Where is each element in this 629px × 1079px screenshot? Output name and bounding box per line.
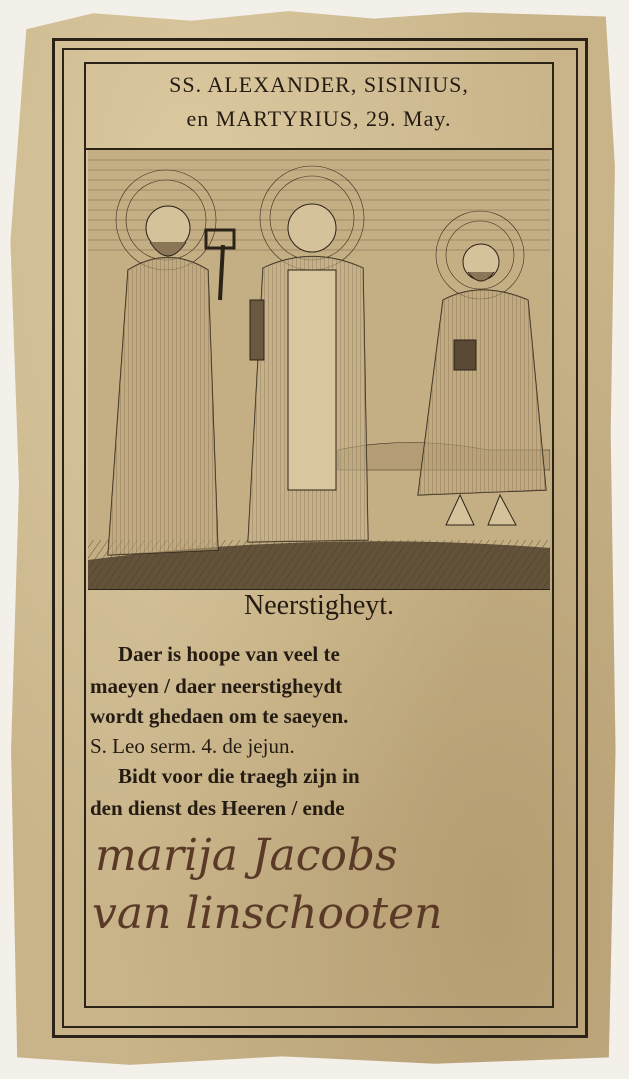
handwritten-name-line-2: van linschooten xyxy=(92,888,443,939)
handwritten-name-line-1: marija Jacobs xyxy=(95,830,398,881)
section-heading: Neerstigheyt. xyxy=(243,590,395,621)
title-line-1: SS. ALEXANDER, SISINIUS, xyxy=(169,72,469,97)
body-line-6: den dienst des Heeren / ende xyxy=(90,796,345,820)
title-banner xyxy=(86,64,552,150)
title-line-2: en MARTYRIUS, 29. May. xyxy=(186,106,452,131)
body-line-2: maeyen / daer neerstigheydt xyxy=(90,674,343,698)
body-line-5: Bidt voor die traegh zijn in xyxy=(118,764,360,788)
saints-engraving xyxy=(88,150,550,590)
body-line-4: S. Leo serm. 4. de jejun. xyxy=(90,734,295,758)
body-line-3: wordt ghedaen om te saeyen. xyxy=(90,704,349,728)
body-line-1: Daer is hoope van veel te xyxy=(118,642,340,666)
